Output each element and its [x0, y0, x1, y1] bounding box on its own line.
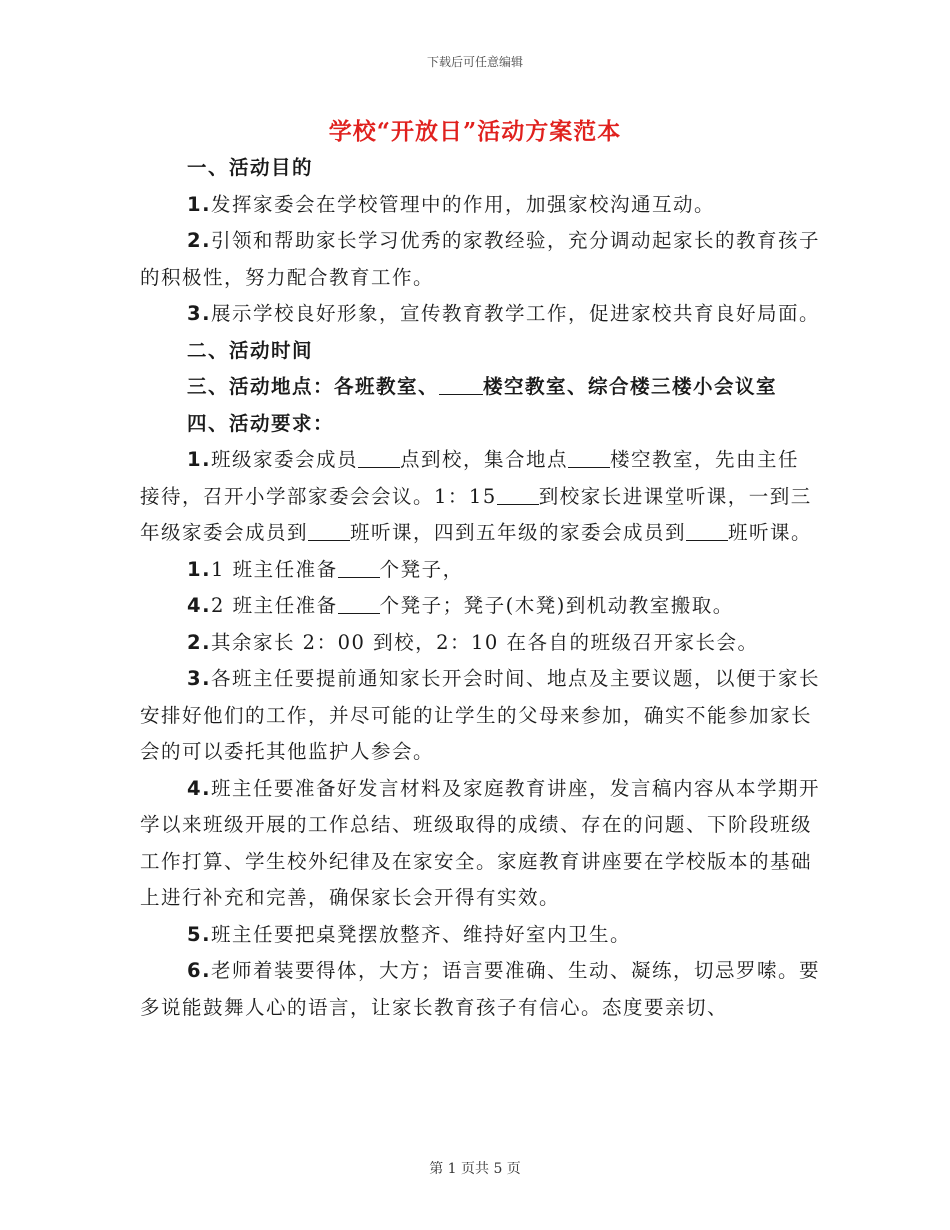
item-number: 3. — [187, 667, 211, 690]
requirement-text: 班级家委会成员 — [210, 448, 358, 471]
requirement-text: 2 班主任准备 — [210, 594, 338, 617]
requirement-text: 班主任要准备好发言材料及家庭教育讲座，发言稿内容从本学期开学以来班级开展的工作总结、班级取得的成绩、存在的问题、下阶段班级工作打算、学生校外纪律及在家安全。家庭教育讲座要在学校版本的基础上进行补充和完善，确保家长会开得有实效。 — [140, 776, 820, 909]
fill-blank — [439, 376, 483, 395]
location-text: 三、活动地点：各班教室、 — [187, 375, 440, 398]
requirement-text: 班听课，四到五年级的家委会成员到 — [350, 521, 687, 544]
fill-blank — [568, 449, 610, 468]
item-number: 4. — [187, 776, 211, 800]
item-number: 1. — [187, 448, 211, 471]
page-header-note: 下载后可任意编辑 — [426, 55, 523, 69]
requirement-text: 1 班主任准备 — [210, 557, 338, 581]
requirement-item — [140, 588, 820, 625]
requirement-text: 到校家长进课堂听课，一到三年级家委会成员到 — [140, 484, 812, 544]
goal-text: 发挥家委会在学校管理中的作用，加强家校沟通互动。 — [210, 192, 715, 216]
page-footer-number: 第 1 页共 5 页 — [429, 1161, 521, 1177]
requirement-item — [140, 442, 820, 552]
fill-blank — [338, 559, 380, 578]
requirement-text: 个凳子， — [379, 557, 464, 581]
fill-blank — [308, 522, 350, 541]
item-number: 2. — [187, 229, 211, 252]
item-number: 1. — [187, 557, 211, 581]
requirement-text: 点到校，集合地点 — [400, 448, 569, 471]
requirement-item — [140, 625, 820, 662]
item-number: 1. — [187, 192, 211, 216]
item-number: 3. — [187, 302, 211, 325]
fill-blank — [686, 522, 728, 541]
section-heading-time: 二、活动时间 — [187, 338, 314, 362]
requirement-text: 楼空教室，先由主任接待，召开小学部家委会会议。1：15 — [140, 448, 800, 508]
location-text: 楼空教室、综合楼三楼小会议室 — [483, 375, 778, 398]
item-number: 2. — [187, 630, 211, 654]
fill-blank — [358, 449, 400, 468]
section-heading-purpose: 一、活动目的 — [187, 156, 314, 179]
requirement-text: 其余家长 2：00 到校，2：10 在各自的班级召开家长会。 — [210, 630, 759, 654]
requirement-text: 班听课。 — [728, 521, 813, 544]
document-body — [140, 150, 820, 1026]
goal-item — [140, 187, 820, 224]
requirement-item — [140, 661, 820, 771]
goal-item — [140, 296, 820, 333]
goal-text: 引领和帮助家长学习优秀的家教经验，充分调动起家长的教育孩子的积极性，努力配合教育工作。 — [140, 229, 820, 289]
requirement-text: 班主任要把桌凳摆放整齐、维持好室内卫生。 — [210, 922, 631, 946]
goal-item — [140, 223, 820, 296]
requirement-item — [140, 771, 820, 917]
requirement-text: 个凳子；凳子(木凳)到机动教室搬取。 — [379, 594, 734, 617]
fill-blank — [497, 486, 539, 505]
document-title: 学校“开放日”活动方案范本 — [328, 118, 622, 145]
fill-blank — [338, 595, 380, 614]
requirement-item — [140, 917, 820, 954]
requirement-text: 各班主任要提前通知家长开会时间、地点及主要议题，以便于家长安排好他们的工作，并尽可能的让学生的父母来参加，确实不能参加家长会的可以委托其他监护人参会。 — [140, 667, 820, 763]
goal-text: 展示学校良好形象，宣传教育教学工作，促进家校共育良好局面。 — [210, 302, 820, 325]
item-number: 4. — [187, 594, 211, 617]
section-heading-requirements: 四、活动要求： — [187, 411, 335, 435]
requirement-item — [140, 552, 820, 589]
requirement-text: 老师着装要得体，大方；语言要准确、生动、凝练，切忌罗嗦。要多说能鼓舞人心的语言，让家长教育孩子有信心。态度要亲切、 — [140, 959, 820, 1019]
requirement-item — [140, 953, 820, 1026]
item-number: 5. — [187, 922, 211, 946]
item-number: 6. — [187, 959, 211, 982]
section-heading-location — [140, 369, 820, 406]
